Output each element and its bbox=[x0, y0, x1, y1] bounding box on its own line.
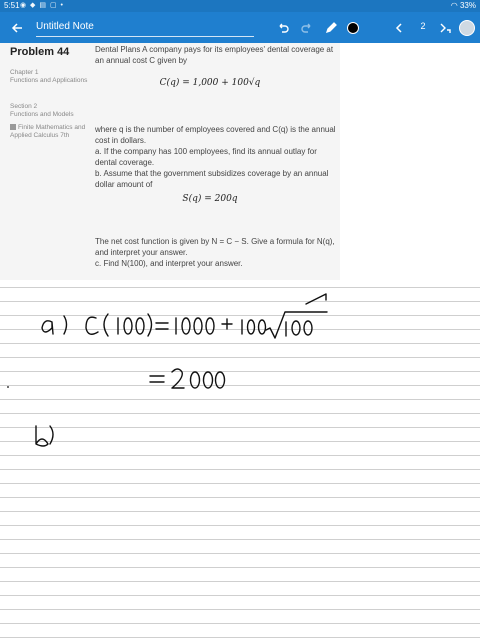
subsidy-equation: S(q) = 200q bbox=[182, 194, 238, 204]
chapter-number: Chapter 1 bbox=[10, 69, 39, 76]
battery-text: 33% bbox=[459, 1, 476, 10]
problem-title: Problem 44 bbox=[10, 46, 70, 58]
notification-icons: ◉ ◆ ▤ ▢ • bbox=[20, 2, 64, 9]
section-name: Functions and Models bbox=[10, 111, 74, 118]
note-title-input[interactable]: Untitled Note bbox=[36, 19, 254, 37]
chapter-name: Functions and Applications bbox=[10, 77, 88, 84]
middle-text: where q is the number of employees covered and C(q) is the annual cost in dollars. a. If the company has 100 employees, find its annual outlay for dental coverage. b. Assume that the government subsidizes coverage by an annual dollar amount of bbox=[95, 125, 336, 189]
handwritten-line-part-a bbox=[42, 294, 327, 338]
section-number: Section 2 bbox=[10, 103, 38, 110]
status-time: 5:51 bbox=[4, 1, 20, 10]
book-title: Finite Mathematics and Applied Calculus 7th bbox=[10, 124, 86, 139]
ending-text: The net cost function is given by N = C − S. Give a formula for N(q), and interpret your answer. c. Find N(100), and interpret your answer. bbox=[95, 237, 335, 268]
handwritten-line-part-b bbox=[36, 426, 53, 446]
stray-dot bbox=[7, 386, 9, 388]
handwritten-line-result bbox=[150, 369, 225, 388]
wifi-icon: ◠ bbox=[450, 1, 458, 10]
intro-text: Dental Plans A company pays for its employees' dental coverage at an annual cost C given by bbox=[95, 45, 334, 65]
handwriting-line1 bbox=[0, 0, 1, 1]
cost-equation: C(q) = 1,000 + 100√q bbox=[159, 78, 261, 88]
page-number: 2 bbox=[420, 21, 426, 31]
